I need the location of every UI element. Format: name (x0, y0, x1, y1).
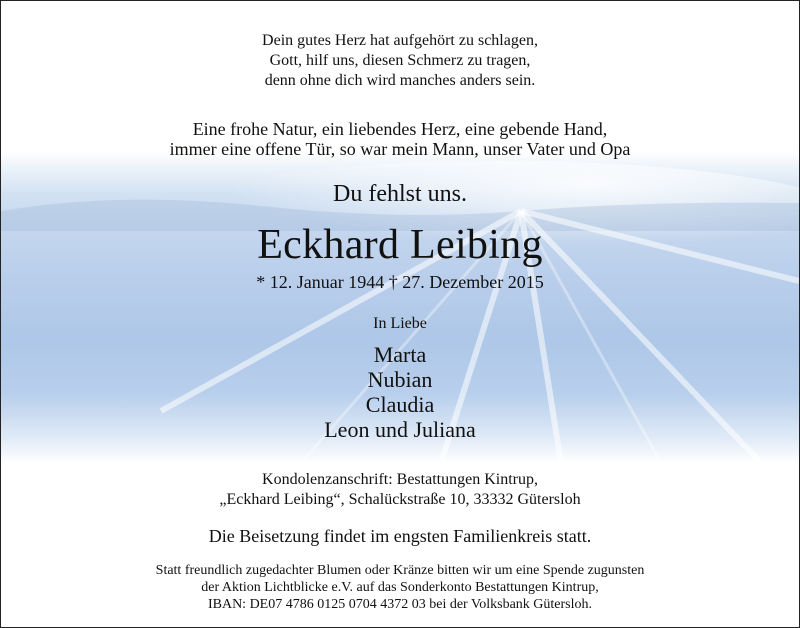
donation-line-2: der Aktion Lichtblicke e.V. auf das Sonderkonto Bestattungen Kintrup, (201, 580, 599, 595)
deceased-name: Eckhard Leibing (257, 222, 543, 268)
donation-line-3: IBAN: DE07 4786 0125 0704 4372 03 bei der Volksbank Gütersloh. (207, 597, 593, 612)
contact-address-line-1: Kondolenzanschrift: Bestattungen Kintrup, (262, 471, 538, 488)
family-member-2: Nubian (367, 367, 433, 392)
donation-line-1: Statt freundlich zugedachter Blumen oder Kränze bitten wir um eine Spende zugunsten (155, 563, 645, 578)
verse-middle-line-1: Eine frohe Natur, ein liebendes Herz, eine gebende Hand, (192, 119, 608, 139)
in-love-label: In Liebe (373, 315, 427, 332)
family-member-1: Marta (373, 342, 427, 367)
family-member-4: Leon und Juliana (324, 417, 476, 442)
verse-top-line-2: Gott, hilf uns, diesen Schmerz zu tragen, (269, 52, 531, 69)
life-dates: * 12. Januar 1944 † 27. Dezember 2015 (256, 272, 544, 292)
verse-top-line-3: denn ohne dich wird manches anders sein. (264, 72, 536, 89)
verse-top-line-1: Dein gutes Herz hat aufgehört zu schlagen, (262, 32, 538, 49)
missed-text: Du fehlst uns. (333, 181, 467, 207)
contact-address-line-2: „Eckhard Leibing“, Schalückstraße 10, 33332 Gütersloh (219, 491, 581, 508)
family-member-3: Claudia (365, 392, 435, 417)
verse-middle-line-2: immer eine offene Tür, so war mein Mann, unser Vater und Opa (169, 139, 631, 159)
burial-notice: Die Beisetzung findet im engsten Familienkreis statt. (208, 526, 592, 546)
